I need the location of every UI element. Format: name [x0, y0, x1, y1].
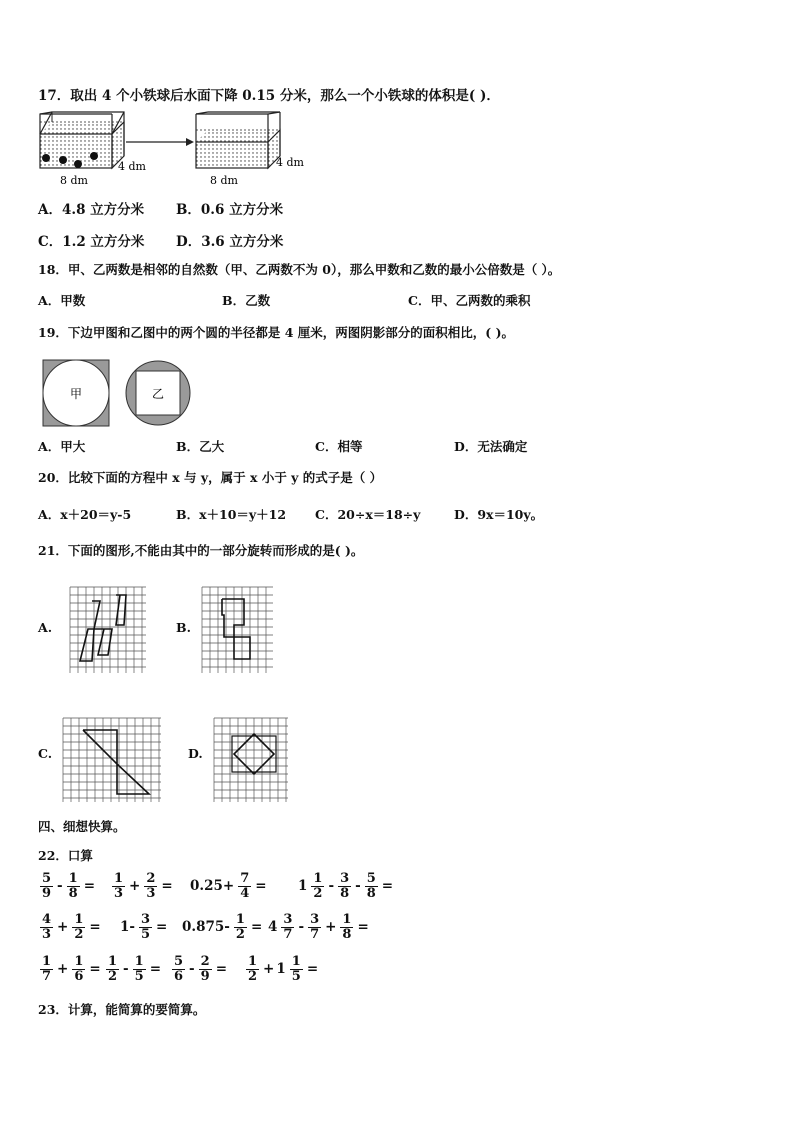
arrow-icon [126, 138, 194, 146]
q21-label-a[interactable]: A. [38, 620, 53, 635]
q22-expr-12[interactable]: $\frac{1}{2}$ + 1 $\frac{1}{5}$ = [248, 954, 319, 984]
q17-option-d[interactable]: D．3.6 立方分米 [176, 234, 284, 250]
figure-yi-label: 乙 [152, 387, 165, 401]
figure-jia [43, 360, 109, 426]
q21-label-d[interactable]: D. [188, 746, 203, 761]
q17-option-b[interactable]: B．0.6 立方分米 [176, 202, 284, 218]
q20-option-c[interactable]: C．20÷x＝18÷y [315, 507, 421, 522]
q22-expr-3[interactable]: 0.25+ $\frac{7}{4}$ = [190, 871, 267, 901]
q22-expr-7[interactable]: 0.875- $\frac{1}{2}$ = [182, 912, 263, 942]
q21-grid-d[interactable] [212, 716, 290, 804]
q19-option-a[interactable]: A．甲大 [38, 439, 86, 454]
q21-grid-c[interactable] [61, 716, 163, 804]
q21-label-b[interactable]: B. [176, 620, 191, 635]
q22-expr-10[interactable]: $\frac{1}{2}$ - $\frac{1}{5}$ = [108, 954, 162, 984]
q20-stem: 20．比较下面的方程中 x 与 y，属于 x 小于 y 的式子是（ ） [38, 470, 383, 485]
q19-option-d[interactable]: D．无法确定 [454, 439, 528, 454]
q18-option-c[interactable]: C．甲、乙两数的乘积 [408, 293, 531, 308]
figure-jia-label: 甲 [70, 387, 83, 401]
tank-right [196, 112, 305, 187]
q22-expr-2[interactable]: $\frac{1}{3}$ + $\frac{2}{3}$ = [114, 871, 173, 901]
q19-figure [40, 358, 210, 430]
q23-stem: 23．计算，能简算的要简算。 [38, 1002, 206, 1017]
q22-expr-1[interactable]: $\frac{5}{9}$ - $\frac{1}{8}$ = [42, 871, 96, 901]
q22-expr-8[interactable]: 4 $\frac{3}{7}$ - $\frac{3}{7}$ + $\frac{1}{8}$ = [268, 912, 369, 942]
tank-left-length: 8 dm [60, 174, 88, 187]
q22-expr-4[interactable]: 1 $\frac{1}{2}$ - $\frac{3}{8}$ - $\frac{5}{8}$ = [298, 871, 394, 901]
q20-option-d[interactable]: D．9x＝10y。 [454, 507, 544, 522]
figure-yi [126, 361, 190, 425]
q19-stem: 19．下边甲图和乙图中的两个圆的半径都是 4 厘米，两图阴影部分的面积相比，( )。 [38, 325, 514, 340]
q20-option-b[interactable]: B．x＋10＝y＋12 [176, 507, 287, 522]
q19-option-c[interactable]: C．相等 [315, 439, 363, 454]
q17-stem: 17．取出 4 个小铁球后水面下降 0.15 分米，那么一个小铁球的体积是( )． [38, 88, 500, 104]
q21-grid-b[interactable] [200, 585, 275, 675]
q18-option-a[interactable]: A．甲数 [38, 293, 86, 308]
q18-option-b[interactable]: B．乙数 [222, 293, 271, 308]
q18-stem: 18．甲、乙两数是相邻的自然数（甲、乙两数不为 0），那么甲数和乙数的最小公倍数是（ ）。 [38, 262, 561, 277]
tank-left [40, 112, 147, 187]
q22-expr-11[interactable]: $\frac{5}{6}$ - $\frac{2}{9}$ = [174, 954, 228, 984]
q17-figure [36, 108, 356, 188]
q22-expr-6[interactable]: 1- $\frac{3}{5}$ = [120, 912, 168, 942]
q21-stem: 21．下面的图形,不能由其中的一部分旋转而形成的是( )。 [38, 543, 364, 558]
section-4-title: 四、细想快算。 [38, 819, 126, 834]
q20-option-a[interactable]: A．x＋20＝y-5 [38, 507, 132, 522]
q22-expr-5[interactable]: $\frac{4}{3}$ + $\frac{1}{2}$ = [42, 912, 101, 942]
q21-label-c[interactable]: C. [38, 746, 53, 761]
tank-right-height: 4 dm [276, 156, 304, 169]
q22-title: 22．口算 [38, 848, 93, 863]
q17-option-a[interactable]: A．4.8 立方分米 [38, 202, 145, 218]
q21-grid-a[interactable] [68, 585, 148, 675]
tank-left-height: 4 dm [118, 160, 146, 173]
tank-right-length: 8 dm [210, 174, 238, 187]
q17-option-c[interactable]: C．1.2 立方分米 [38, 234, 145, 250]
q19-option-b[interactable]: B．乙大 [176, 439, 225, 454]
q22-expr-9[interactable]: $\frac{1}{7}$ + $\frac{1}{6}$ = [42, 954, 101, 984]
